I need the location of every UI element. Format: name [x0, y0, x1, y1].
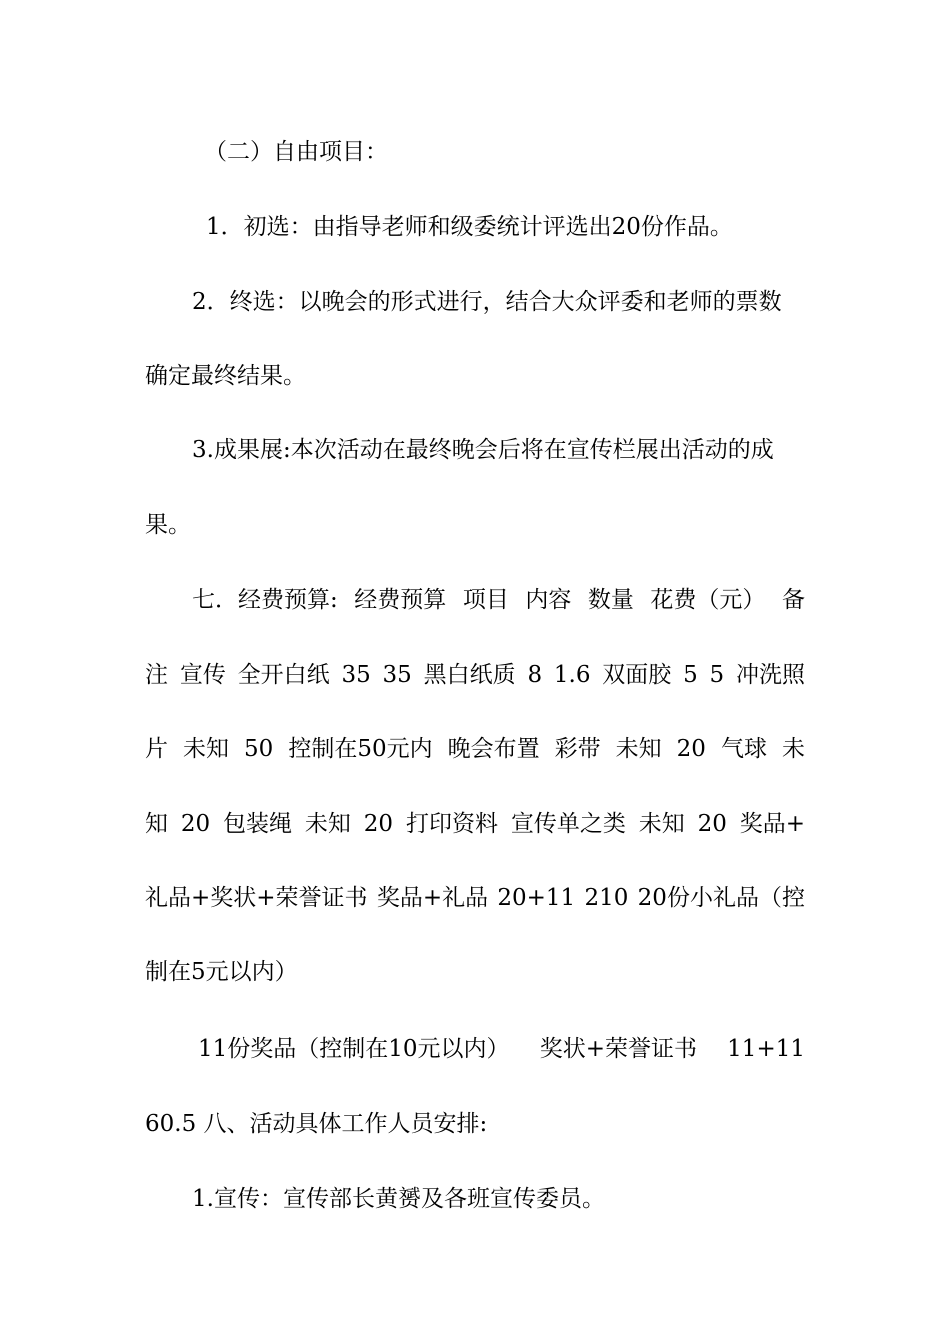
text-token: 宣传	[179, 662, 226, 688]
text-token: 20份小礼品（控	[637, 885, 805, 911]
text-token: 礼品+奖状+荣誉证书	[145, 885, 368, 911]
text-token: 黑白纸质	[423, 662, 516, 688]
text-token: 20	[363, 811, 394, 837]
text-token: 包装绳	[223, 811, 293, 837]
text-token: 宣传单之类	[510, 811, 626, 837]
text-token: 奖品+礼品	[376, 885, 489, 911]
text-token: 打印资料	[405, 811, 498, 837]
paragraph-line: 1．初选：由指导老师和级委统计评选出20份作品。	[206, 214, 733, 240]
text-token: 奖状+荣誉证书	[539, 1036, 697, 1062]
text-token: 奖品+	[739, 811, 805, 837]
text-token: 内容	[525, 587, 572, 613]
text-token: 七．经费预算:	[192, 587, 338, 613]
budget-line	[145, 809, 805, 839]
text-token: 5	[709, 662, 725, 688]
text-token: 片	[145, 736, 168, 762]
paragraph-line: 确定最终结果。	[145, 363, 306, 389]
budget-line	[198, 1034, 805, 1064]
paragraph-line: 果。	[145, 512, 191, 538]
text-token: 35	[341, 662, 371, 688]
text-token: 气球	[720, 736, 767, 762]
text-token: 未知	[638, 811, 685, 837]
text-token: 双面胶	[602, 662, 672, 688]
text-token: 50	[244, 736, 274, 762]
paragraph-line: 3.成果展:本次活动在最终晚会后将在宣传栏展出活动的成	[192, 437, 774, 463]
text-token: 注	[145, 662, 168, 688]
text-token: 20	[180, 811, 211, 837]
budget-line	[145, 734, 805, 764]
text-token: 11+11	[727, 1036, 805, 1062]
text-token: 数量	[587, 587, 634, 613]
text-token: 冲洗照	[736, 662, 805, 688]
text-token: 备	[781, 587, 805, 613]
text-token: 控制在50元内	[288, 736, 433, 762]
text-token: 未知	[615, 736, 662, 762]
text-token: 彩带	[554, 736, 601, 762]
text-token: 未知	[304, 811, 351, 837]
text-token: 20+11	[497, 885, 576, 911]
text-token: 经费预算	[354, 587, 447, 613]
text-token: 1.6	[553, 662, 591, 688]
budget-line	[192, 585, 805, 615]
text-token: 20	[676, 736, 706, 762]
text-token: 5	[683, 662, 698, 688]
text-token: 未知	[183, 736, 230, 762]
budget-line: 制在5元以内）	[145, 959, 298, 985]
text-token: 知	[145, 811, 168, 837]
text-token: 20	[697, 811, 727, 837]
text-token: 项目	[462, 587, 509, 613]
text-token: 11份奖品（控制在10元以内）	[198, 1036, 510, 1062]
paragraph-line: 2．终选：以晚会的形式进行，结合大众评委和老师的票数	[192, 289, 782, 315]
text-token: 未	[781, 736, 805, 762]
budget-line	[145, 883, 805, 913]
text-token: 8	[527, 662, 543, 688]
text-token: 花费（元）	[650, 587, 766, 613]
section-heading: 60.5 八、活动具体工作人员安排:	[145, 1111, 488, 1137]
section-heading: （二）自由项目：	[204, 139, 388, 165]
text-token: 晚会布置	[447, 736, 540, 762]
text-token: 35	[382, 662, 412, 688]
budget-line	[145, 660, 805, 690]
text-token: 210	[584, 885, 629, 911]
paragraph-line: 1.宣传：宣传部长黄赟及各班宣传委员。	[192, 1186, 605, 1212]
text-token: 全开白纸	[237, 662, 330, 688]
